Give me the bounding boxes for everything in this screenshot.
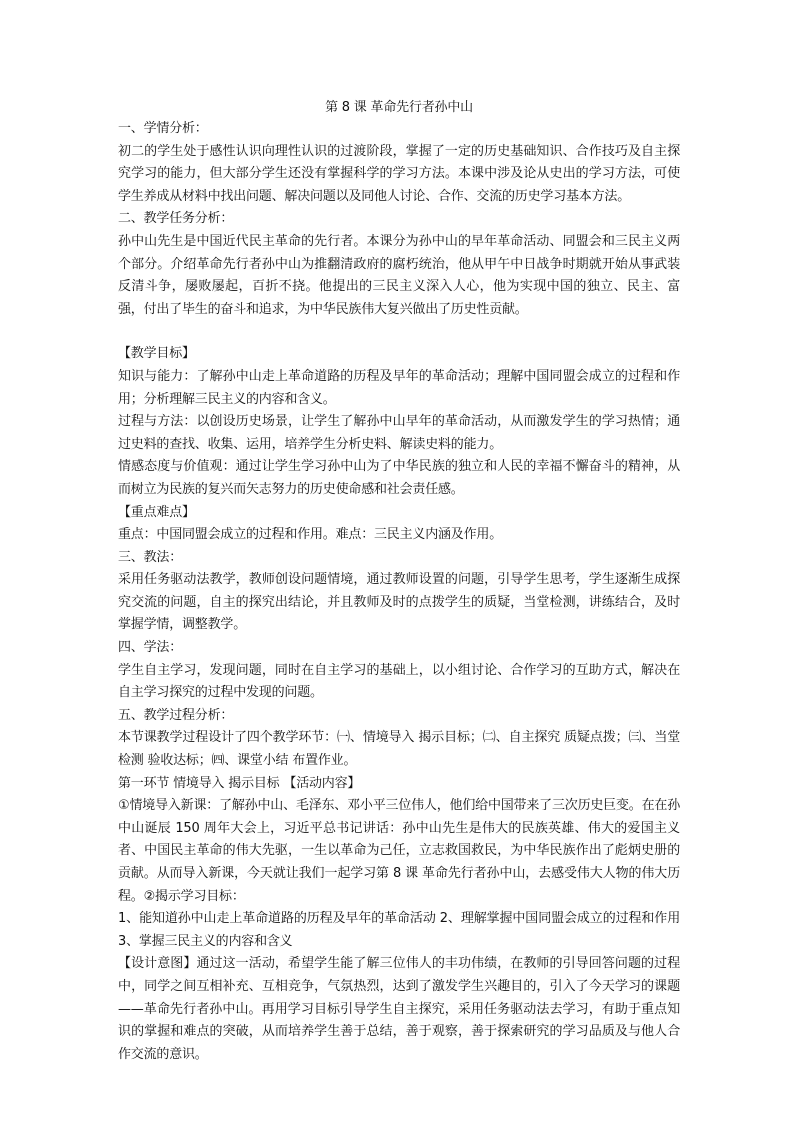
paragraph-knowledge-ability: 知识与能力：了解孙中山走上革命道路的历程及早年的革命活动；理解中国同盟会成立的过程和作用；分析理解三民主义的内容和含义。 [118, 368, 680, 407]
section-heading-3: 三、教法： [118, 549, 183, 565]
section-heading-2: 二、教学任务分析： [118, 211, 234, 227]
paragraph-process-overview: 本节课教学过程设计了四个教学环节：㈠、情境导入 揭示目标；㈡、自主探究 质疑点拨；㈢、当堂检测 验收达标；㈣、课堂小结 布置作业。 [118, 730, 680, 769]
blank-line [118, 321, 680, 343]
paragraph-task-analysis: 孙中山先生是中国近代民主革命的先行者。本课分为孙中山的早年革命活动、同盟会和三民主义两个部分。介绍革命先行者孙中山为推翻清政府的腐朽统治，他从甲午中日战争时期就开始从事武装反清斗争，屡败屡起，百折不挠。他提出的三民主义深入人心，他为实现中国的独立、民主、富强，付出了毕生的奋斗和追求，为中华民族伟大复兴做出了历史性贡献。 [118, 233, 680, 317]
section-heading-objectives: 【教学目标】 [118, 346, 195, 362]
section-heading-5: 五、教学过程分析： [118, 707, 234, 723]
paragraph-key-points: 重点：中国同盟会成立的过程和作用。难点：三民主义内涵及作用。 [118, 527, 503, 543]
section-heading-key-points: 【重点难点】 [118, 504, 195, 520]
section-heading-1: 一、学情分析： [118, 121, 208, 136]
document-page [118, 98, 680, 1066]
paragraph-learning-goals: 1、能知道孙中山走上革命道路的历程及早年的革命活动 2、理解掌握中国同盟会成立的过程和作用 3、掌握三民主义的内容和含义 [118, 911, 680, 949]
paragraph-stage-one-heading: 第一环节 情境导入 揭示目标 【活动内容】 [118, 775, 361, 791]
paragraph-teaching-method: 采用任务驱动法教学，教师创设问题情境，通过教师设置的问题，引导学生思考，学生逐渐生成探究交流的问题，自主的探究出结论，并且教师及时的点拨学生的质疑，当堂检测，讲练结合，及时掌握学情，调整教学。 [118, 572, 680, 633]
paragraph-emotion-values: 情感态度与价值观：通过让学生学习孙中山为了中华民族的独立和人民的幸福不懈奋斗的精神，从而树立为民族的复兴而矢志努力的历史使命感和社会责任感。 [118, 459, 680, 497]
section-heading-4: 四、学法： [118, 640, 183, 656]
paragraph-design-intent: 【设计意图】通过这一活动，希望学生能了解三位伟人的丰功伟绩，在教师的引导回答问题的过程中，同学之间互相补充、互相竞争，气氛热烈，达到了激发学生兴趣目的，引入了今天学习的课题——革命先行者孙中山。再用学习目标引导学生自主探究，采用任务驱动法去学习，有助于重点知识的掌握和难点的突破，从而培养学生善于总结，善于观察，善于探索研究的学习品质及与他人合作交流的意识。 [118, 956, 680, 1062]
paragraph-introduction: ①情境导入新课：了解孙中山、毛泽东、邓小平三位伟人，他们给中国带来了三次历史巨变。在在孙中山诞辰 150 周年大会上，习近平总书记讲话：孙中山先生是伟大的民族英雄、伟大的爱国主义者、中国民主革命的伟大先驱，一生以革命为己任，立志救国救民，为中华民族作出了彪炳史册的贡献。从而导入新课，今天就让我们一起学习第 8 课 革命先行者孙中山，去感受伟大人物的伟大历程。②揭示学习目标： [118, 798, 680, 904]
page-title: 第 8 课 革命先行者孙中山 [325, 100, 473, 115]
paragraph-student-analysis: 初二的学生处于感性认识向理性认识的过渡阶段，掌握了一定的历史基础知识、合作技巧及自主探究学习的能力，但大部分学生还没有掌握科学的学习方法。本课中涉及论从史出的学习方法，可使学生养成从材料中找出问题、解决问题以及同他人讨论、合作、交流的历史学习基本方法。 [118, 143, 680, 204]
paragraph-learning-method: 学生自主学习，发现问题，同时在自主学习的基础上，以小组讨论、合作学习的互助方式，解决在自主学习探究的过程中发现的问题。 [118, 662, 680, 701]
paragraph-process-method: 过程与方法：以创设历史场景，让学生了解孙中山早年的革命活动，从而激发学生的学习热情；通过史料的查找、收集、运用，培养学生分析史料、解读史料的能力。 [118, 414, 680, 452]
